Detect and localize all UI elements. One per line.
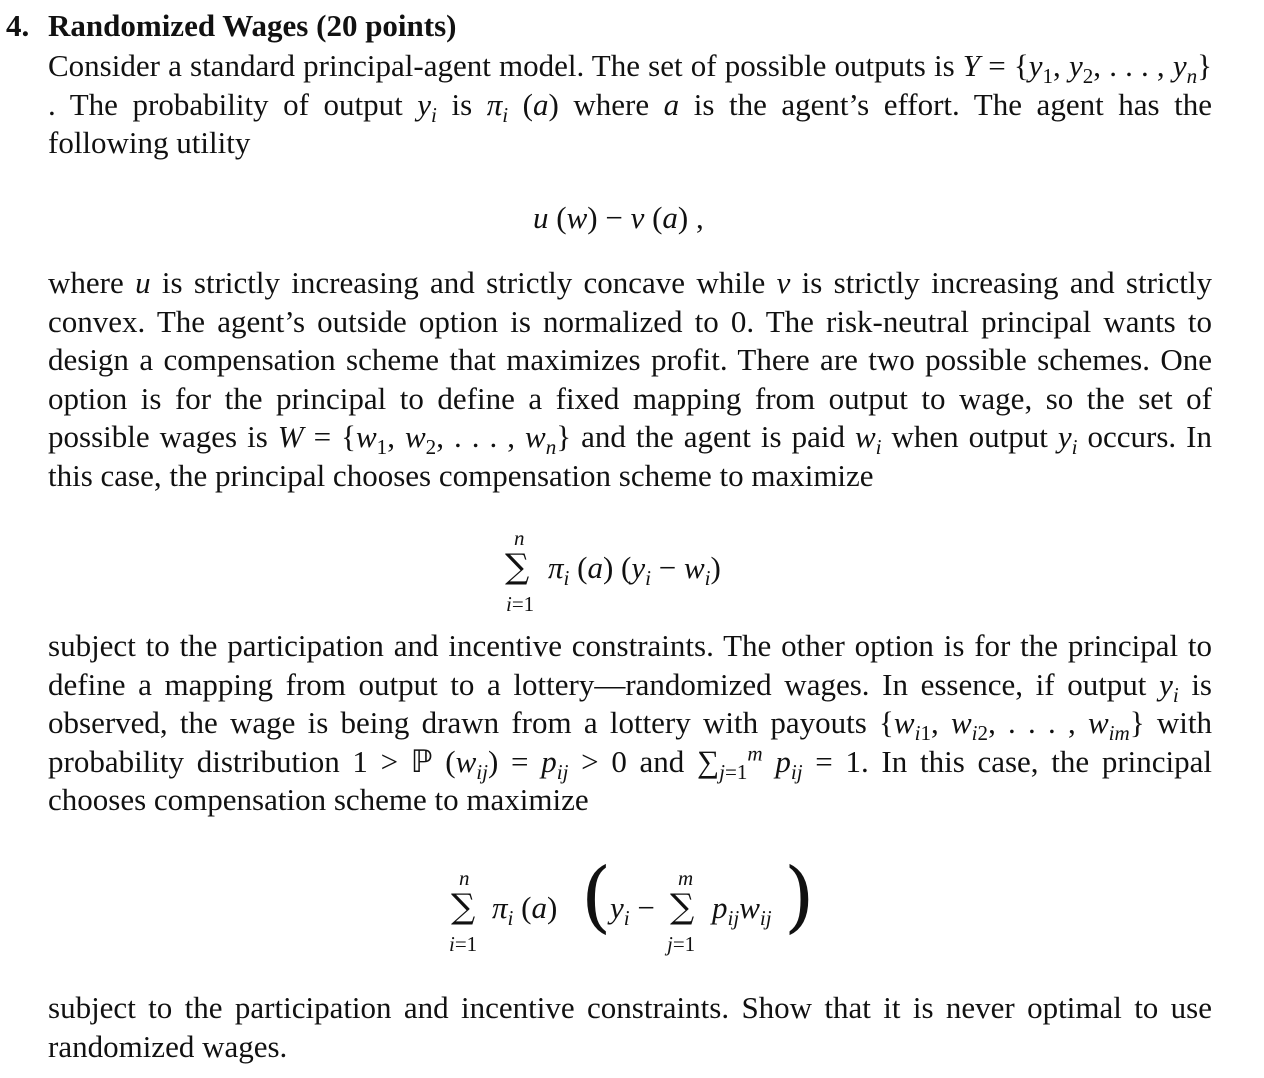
inner-sum-symbol: ∑ [670,887,695,927]
paragraph-lottery: subject to the participation and incentive constraints. The other option is for the principal to define a mapping from output to a lottery—randomized wages. In essence, if output $y_i$ is observed, the wage is being drawn from a lottery with payouts {$w_{i1}$, $w_{i2}$, . . . , $w_{im}$} with probability distribution 1 > ℙ $(w_{ij}) = p_{ij} > 0$ and $\sum_{j=1}^m$ $p_{ij} = 1$. In this case, the principal chooses compensation scheme to maximize [48,628,1213,818]
sum-lower-limit: i=1 [506,592,535,616]
outer-sum-symbol: ∑ [451,887,476,927]
utility-equation: u (w) − v (a) , [533,200,704,235]
random-objective-yi: $y_i$ − [610,890,655,931]
random-objective-pw: $p_{ij}w_{ij}$ [712,890,772,931]
problem-title: Randomized Wages (20 points) [48,8,457,43]
paragraph-intro: Consider a standard principal-agent model. The set of possible outputs is $Y = \{y_1$, $y_2$, . . . , $y_n$} . The probability of output $y_i$ is $\pi_i$ (a) where a is the agent’s effort. The agent has the following utility [48,48,1213,161]
big-right-paren: ) [784,852,815,942]
paragraph-task: subject to the participation and incentive constraints. Show that it is never optimal to use randomized wages. [48,990,1212,1064]
big-left-paren: ( [581,852,612,942]
sum-symbol: ∑ [505,547,530,587]
paragraph-schemes: where u is strictly increasing and strictly concave while v is strictly increasing and strictly convex. The agent’s outside option is normalized to 0. The risk-neutral principal wants to design a compensation scheme that maximizes profit. There are two possible schemes. One option is for the principal to define a fixed mapping from output to wage, so the set of possible wages is $W = \{w_1$, $w_2$, . . . , $w_n$} and the agent is paid $w_i$ when output $y_i$ occurs. In this case, the principal chooses compensation scheme to maximize [48,265,1213,493]
fixed-objective-body: $\pi_i$ (a) $(y_i - w_i)$ [548,550,721,591]
inner-sum-lower-limit: j=1 [667,932,696,956]
problem-number: 4. [6,8,30,43]
outer-sum-lower-limit: i=1 [449,932,478,956]
inner-sum-upper-limit: m [678,866,694,890]
outer-sum-upper-limit: n [459,866,470,890]
random-objective-prefix: $\pi_i$ (a) [492,890,558,931]
sum-upper-limit: n [514,526,525,550]
